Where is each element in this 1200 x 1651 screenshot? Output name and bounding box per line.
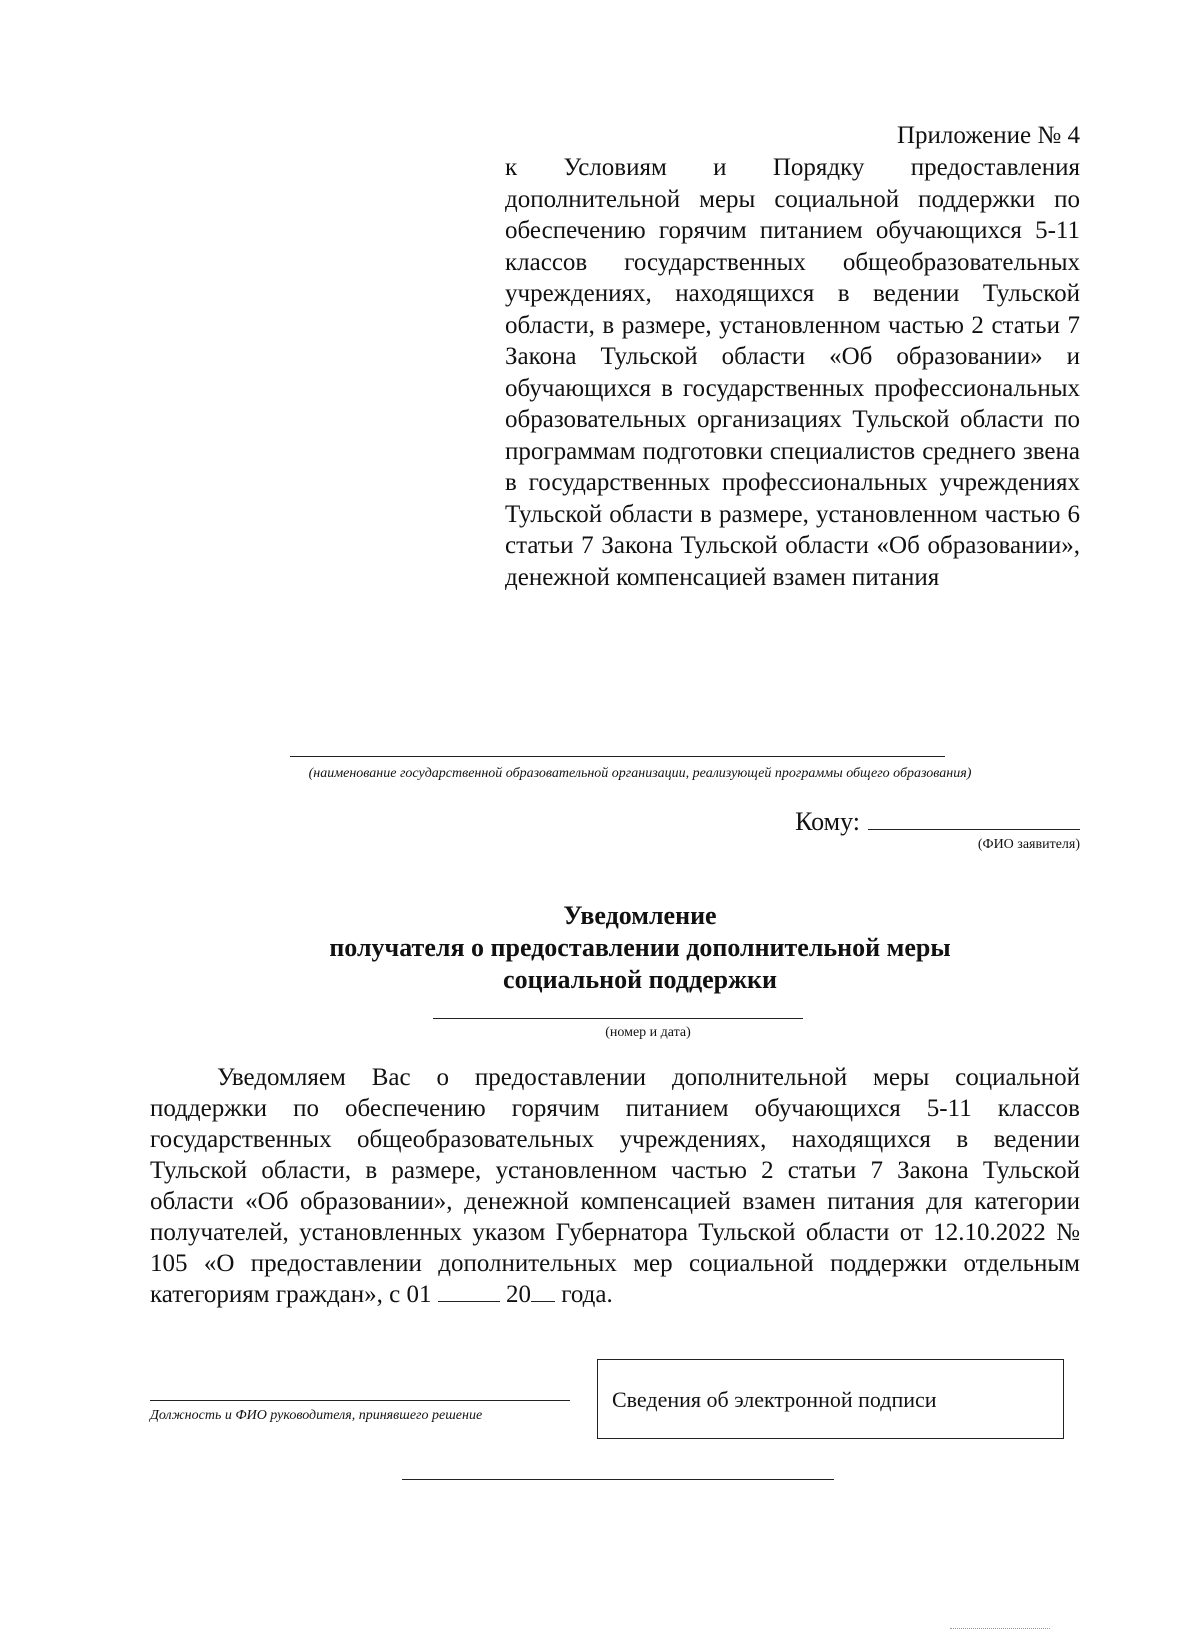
appendix-text: к Условиям и Порядку предоставления дополнительной меры социальной поддержки по обеспечению горячим питанием обучающихся 5-11 классов государственных общеобразовательных учреждениях, находящихся в ведении Тульской области, в размере, установленном частью 2 статьи 7 Закона Тульской области «Об образовании» и обучающихся в государственных профессиональных образовательных организациях Тульской области по программам подготовки специалистов среднего звена в государственных профессиональных учреждениях Тульской области в размере, установленном частью 6 статьи 7 Закона Тульской области «Об образовании», денежной компенсацией взамен питания <box>505 154 1080 591</box>
notice-body-ending: года. <box>561 1281 613 1308</box>
electronic-signature-box <box>597 1359 1064 1439</box>
notice-title-line-1: Уведомление <box>563 901 717 930</box>
organization-name-caption: (наименование государственной образовательной организации, реализующей программы общего образования) <box>308 766 972 781</box>
month-blank <box>438 1281 500 1302</box>
number-date-blank <box>433 1018 803 1019</box>
appendix-title: Приложение № 4 <box>896 122 1080 149</box>
year-prefix: 20 <box>505 1281 531 1308</box>
recipient-row <box>700 805 1080 837</box>
number-date-caption: (номер и дата) <box>605 1025 691 1040</box>
electronic-signature-label: Сведения об электронной подписи <box>612 1387 937 1412</box>
bottom-separator-line <box>402 1479 834 1480</box>
signature-caption: Должность и ФИО руководителя, принявшего решение <box>150 1408 483 1423</box>
year-blank <box>531 1281 555 1302</box>
recipient-caption: (ФИО заявителя) <box>977 837 1080 852</box>
scan-artifact-mark <box>950 1628 1050 1629</box>
notice-heading <box>200 900 1080 996</box>
recipient-label: Кому: <box>795 807 860 836</box>
recipient-name-blank <box>868 805 1080 830</box>
notice-title-line-3: социальной поддержки <box>503 965 777 994</box>
signature-blank <box>150 1400 570 1401</box>
notice-title-line-2: получателя о предоставлении дополнительной меры <box>329 933 951 962</box>
organization-name-blank <box>290 756 945 757</box>
notice-body-text: Уведомляем Вас о предоставлении дополнительной меры социальной поддержки по обеспечению горячим питанием обучающихся 5-11 классов государственных общеобразовательных учреждениях, находящихся в ведении Тульской области, в размере, установленном частью 2 статьи 7 Закона Тульской области «Об образовании», денежной компенсацией взамен питания для категории получателей, установленных указом Губернатора Тульской области от 12.10.2022 № 105 «О предоставлении дополнительных мер социальной поддержки отдельным категориям граждан», с 01 <box>150 1064 1080 1308</box>
notice-body <box>150 1062 1080 1310</box>
